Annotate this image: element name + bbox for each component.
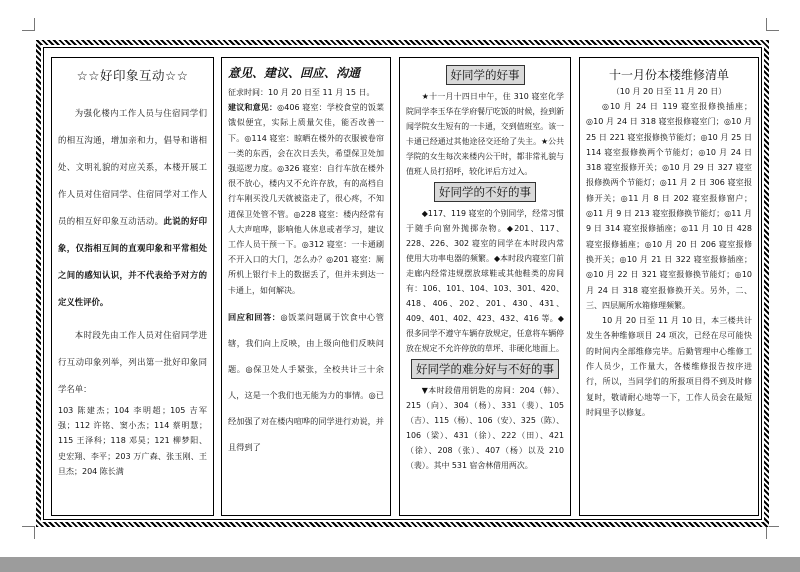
good-deeds-heading — [406, 64, 564, 85]
crop-mark-bottom-right — [766, 526, 779, 539]
good-impression-emphasis: 此说的好印象，仅指相互间的直观印象和平常相处之间的感知认识，并不代表给予对方的定义性评价。 — [58, 216, 207, 307]
opinions-text: ◎406 寝室：学校食堂的饭菜饿似便宜，实际上质量欠佳，能否改善一下。◎114 寝室：晾晒在楼外的衣服被卷帘一类的东西，会在次日丢失，希望保卫处加强巡逻力度。◎326 寝室：自行车放在楼外很不放心，楼内又不允许存放，有的高档自行车刚买没几天就被盗走了，很心疼，不知道保卫处管不管。◎228 寝室：楼内经常有人大声喧哗，影响他人休息或者学习，建议工作人员干预一下。◎312 寝室：一卡通刷不开入口的大门，怎么办？◎201 寝室：厕所机上银行卡上的数据丢了，但并未到达一卡通上，如何解决。 — [228, 103, 385, 295]
feedback-opinions-paragraph — [228, 100, 384, 298]
good-impression-para2: 本时段先由工作人员对住宿同学进行互动印象列举，列出第一批好印象同学名单： — [58, 330, 207, 394]
reply-label: 回应和回答： — [228, 311, 281, 322]
feedback-title: 意见、建议、回应、沟通 — [228, 66, 361, 80]
good-impression-intro: 为强化楼内工作人员与住宿同学们的相互沟通，增加亲和力，倡导和谐相处、文明礼貌的对应关系，本楼开展工作人员对住宿同学、住宿同学对工作人员的相互好印象互动活动。 — [58, 108, 207, 226]
column-good-students — [399, 57, 571, 516]
reply-text: ◎饭菜问题属于饮食中心管辖，我们向上反映，由上级向他们反映问题。◎保卫处人手紧张，全校共计三十余人，这是一个我们也无能为力的事情。◎已经加强了对在楼内喧哗的同学进行劝说，并且得到了 — [228, 311, 384, 452]
bad-deeds-heading — [406, 181, 564, 202]
repair-list-text: ◎10 月 24 日 119 寝室报修换插座；◎10 月 24 日 318 寝室报修寝室门；◎10 月 25 日 221 寝室报修换节能灯；◎10 月 25 日 114 寝室报修换两个节能灯；◎10 月 24 日 318 寝室报修开关；◎10 月 29 日 327 寝室报修换两个节能灯；◎11 月 2 日 306 寝室报修开关；◎11 月 8 日 202 寝室报修窗户；◎11 月 9 日 213 寝室报修换节能灯；◎11 月 9 日 314 寝室报修插座；◎11 月 10 日 428 寝室报修插座；◎10 月 20 日 206 寝室报修换开关；◎10 月 21 日 322 寝室报修插座；◎10 月 22 日 321 寝室报修换节能灯；◎10 月 24 日 318 寝室报修换开关。另外，二、三、四层厕所水箱修理频繁。 — [586, 102, 752, 310]
crop-mark-top-right — [766, 18, 779, 31]
good-deeds-text: ★十一月十四日中午，住 310 寝室化学院同学李玉华在学府餐厅吃饭的时候，捡到新闻学院女生短有的一卡通，交到值班室。该一卡通已经通过其他途径交还给了失主。★公共学院的女生每次来楼内公干时，都非常礼貌与值班人员打招呼，较化评后方过入。 — [406, 92, 564, 176]
hard-deeds-heading — [406, 358, 564, 379]
good-deeds-title: 好同学的好事 — [446, 65, 525, 85]
column-good-impression — [51, 57, 214, 516]
crop-mark-top-left — [22, 18, 35, 31]
good-impression-intro-paragraph — [58, 100, 207, 316]
column-feedback — [221, 57, 391, 516]
opinions-label: 建议和意见： — [228, 103, 278, 113]
crop-mark-bottom-left — [22, 526, 35, 539]
bad-deeds-text: ◆117、119 寝室的个别同学，经常习惯于随手向窗外抛掷杂物。◆201、117、228、226、302 寝室的同学在本时段内常使用大功率电器的频繁。◆本时段内寝室门前走廊内经常违规摆放球鞋或其他鞋类的房间有：106、101、104、103、301、420、418、406、202、201、430、431、409、401、402、423、432、416 等。◆很多同学不遵守车辆存放规定，任意将车辆停放在规定不允许停放的草坪、非硬化地面上。 — [406, 209, 564, 353]
hard-deeds-text: ▼本时段借用钥匙的房间：204（韩）、215（向）、304（杨）、331（裴）、105（吉）、115（杨）、106（安）、325（陈）、106（梁）、431（徐）、222（田）、421（徐）、208（张）、407（杨）以及 210（裴）。其中 531 宿舍林借用两次。 — [406, 386, 564, 470]
hard-deeds-title: 好同学的难分好与不好的事 — [411, 359, 559, 379]
workspace-background — [0, 557, 800, 572]
repair-title: 十一月份本楼维修清单 — [608, 68, 729, 82]
feedback-reply-paragraph — [228, 304, 384, 460]
good-impression-names: 103 陈建杰；104 李明超；105 吉军强；112 许铭、窦小杰；114 蔡明慧；115 王泽科；118 邓昊；121 柳梦阳、史宏翔、李平；203 万广森、张玉刚、王旦杰；204 陈长满 — [58, 406, 207, 476]
bad-deeds-title: 好同学的不好的事 — [434, 182, 536, 202]
repair-date-range: （10 月 20 日至 11 月 20 日） — [611, 87, 727, 96]
feedback-collect-time: 征求时间：10 月 20 日至 11 月 15 日。 — [228, 88, 375, 97]
newsletter-frame — [36, 40, 769, 527]
repair-summary-text: 10 月 20 日至 11 月 10 日，本三楼共计发生各种维修项目 24 项次，已经在尽可能快的时间内全部维修完毕。后勤管理中心维修工作人员少，工作量大，各楼维修报告按序进行，所以，当同学们的所报项目得不到及时修复时，敬请耐心地等一下，工作人员会在最短时间里予以修复。 — [586, 316, 752, 417]
column-repair-list — [579, 57, 759, 516]
good-impression-title: ☆☆好印象互动☆☆ — [76, 68, 189, 83]
